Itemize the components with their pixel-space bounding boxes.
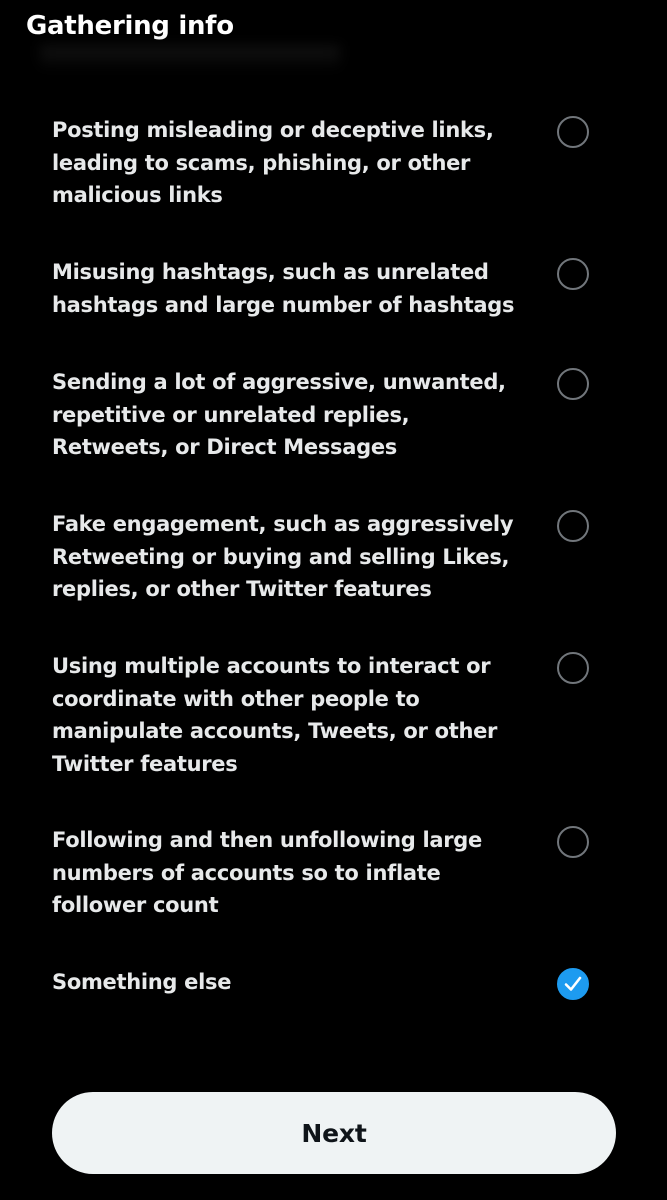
next-button[interactable]: Next (52, 1092, 616, 1174)
radio-button[interactable] (557, 116, 589, 148)
radio-button[interactable] (557, 826, 589, 858)
option-label: Posting misleading or deceptive links, leading to scams, phishing, or other malicious links (52, 118, 494, 207)
header-fade (40, 46, 340, 70)
radio-button[interactable] (557, 510, 589, 542)
radio-button[interactable] (557, 258, 589, 290)
option-label: Following and then unfollowing large numbers of accounts so to inflate follower count (52, 828, 482, 917)
radio-button-selected[interactable] (557, 968, 589, 1000)
option-label: Something else (52, 970, 232, 994)
option-label: Using multiple accounts to interact or coordinate with other people to manipulate accounts, Tweets, or other Twitter features (52, 654, 498, 776)
radio-button[interactable] (557, 368, 589, 400)
option-label: Sending a lot of aggressive, unwanted, repetitive or unrelated replies, Retweets, or Direct Messages (52, 370, 506, 459)
radio-button[interactable] (557, 652, 589, 684)
option-label: Misusing hashtags, such as unrelated hashtags and large number of hashtags (52, 260, 515, 317)
option-label: Fake engagement, such as aggressively Retweeting or buying and selling Likes, replies, or other Twitter features (52, 512, 514, 601)
page-title: Gathering info (26, 11, 234, 41)
checkmark-icon (564, 976, 582, 992)
